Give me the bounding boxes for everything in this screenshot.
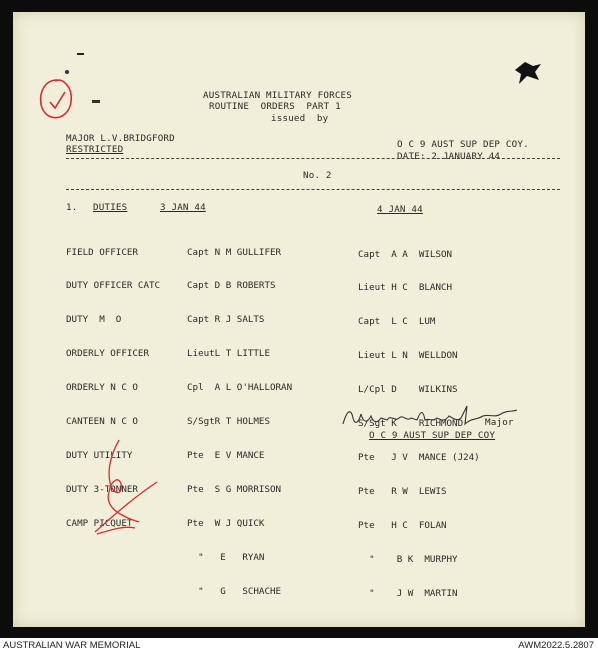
separator-line bbox=[66, 158, 560, 159]
duty-name: ORDERLY N C O bbox=[66, 382, 138, 394]
section-date-1: 3 JAN 44 bbox=[160, 202, 206, 213]
day-2-entry: Pte J V MANCE (J24) bbox=[358, 451, 480, 463]
day-1-entry: Capt D B ROBERTS bbox=[187, 280, 276, 292]
red-pencil-mark bbox=[89, 436, 165, 536]
section-number: 1. bbox=[66, 202, 78, 213]
duty-name: DUTY 3-TONNER bbox=[66, 483, 138, 495]
duty-name: CAMP PICQUET bbox=[66, 517, 133, 529]
footer-institution: AUSTRALIAN WAR MEMORIAL bbox=[3, 640, 141, 651]
day-2-entry: " J W MARTIN bbox=[358, 587, 458, 599]
day-1-column bbox=[187, 224, 292, 619]
day-1-entry: LieutL T LITTLE bbox=[187, 348, 270, 360]
header-line-3: issued by bbox=[271, 113, 329, 124]
header-line-1: AUSTRALIAN MILITARY FORCES bbox=[203, 90, 353, 101]
order-date: DATE: 2 JANUARY 44 bbox=[397, 151, 501, 162]
unit-name: O C 9 AUST SUP DEP COY. bbox=[397, 139, 529, 150]
red-circle-mark bbox=[35, 74, 79, 124]
header-line-2: ROUTINE ORDERS PART 1 bbox=[209, 101, 341, 112]
day-2-entry: Pte H C FOLAN bbox=[358, 519, 447, 531]
day-2-entry: Capt L C LUM bbox=[358, 316, 436, 328]
day-1-entry: Pte W J QUICK bbox=[187, 517, 265, 529]
day-1-entry: Capt N M GULLIFER bbox=[187, 246, 282, 258]
duty-name: CANTEEN N C O bbox=[66, 416, 138, 428]
signature-rank: Major bbox=[485, 417, 514, 428]
duty-name: DUTY UTILITY bbox=[66, 449, 133, 461]
day-2-entry: Lieut H C BLANCH bbox=[358, 282, 453, 294]
footer-accession-id: AWM2022.5.2807 bbox=[518, 640, 594, 651]
day-1-entry: " E RYAN bbox=[187, 551, 265, 563]
day-2-entry: Pte R W LEWIS bbox=[358, 485, 447, 497]
day-1-entry: Cpl A L O'HALLORAN bbox=[187, 382, 293, 394]
day-1-entry: S/SgtR T HOLMES bbox=[187, 416, 270, 428]
day-1-entry: Pte S G MORRISON bbox=[187, 483, 282, 495]
duty-name: DUTY OFFICER CATC bbox=[66, 280, 161, 292]
day-2-entry: Lieut L N WELLDON bbox=[358, 350, 458, 362]
ink-speck bbox=[77, 53, 84, 55]
section-title: DUTIES bbox=[93, 202, 128, 213]
day-1-entry: " G SCHACHE bbox=[187, 585, 282, 597]
day-1-entry: Pte E V MANCE bbox=[187, 449, 265, 461]
ink-blot bbox=[511, 58, 545, 88]
footer-bar bbox=[0, 638, 598, 653]
separator-line bbox=[66, 189, 560, 190]
order-number: No. 2 bbox=[303, 170, 332, 181]
day-2-entry: " B K MURPHY bbox=[358, 553, 458, 565]
day-1-entry: Capt R J SALTS bbox=[187, 314, 265, 326]
duty-name: FIELD OFFICER bbox=[66, 246, 138, 258]
document-page bbox=[13, 12, 585, 627]
restriction-label: RESTRICTED bbox=[66, 144, 124, 155]
signature-unit: O C 9 AUST SUP DEP COY bbox=[369, 430, 496, 441]
day-2-entry: L/Cpl D WILKINS bbox=[358, 384, 458, 396]
duty-name: ORDERLY OFFICER bbox=[66, 348, 149, 360]
day-2-entry: S/Sgt K RICHMOND bbox=[358, 418, 464, 430]
section-date-2: 4 JAN 44 bbox=[377, 204, 423, 215]
issuer-name: MAJOR L.V.BRIDGFORD bbox=[66, 133, 175, 144]
ink-speck bbox=[65, 70, 69, 74]
duty-name: DUTY M O bbox=[66, 314, 122, 326]
ink-speck bbox=[92, 100, 100, 103]
day-2-entry: Capt A A WILSON bbox=[358, 248, 453, 260]
